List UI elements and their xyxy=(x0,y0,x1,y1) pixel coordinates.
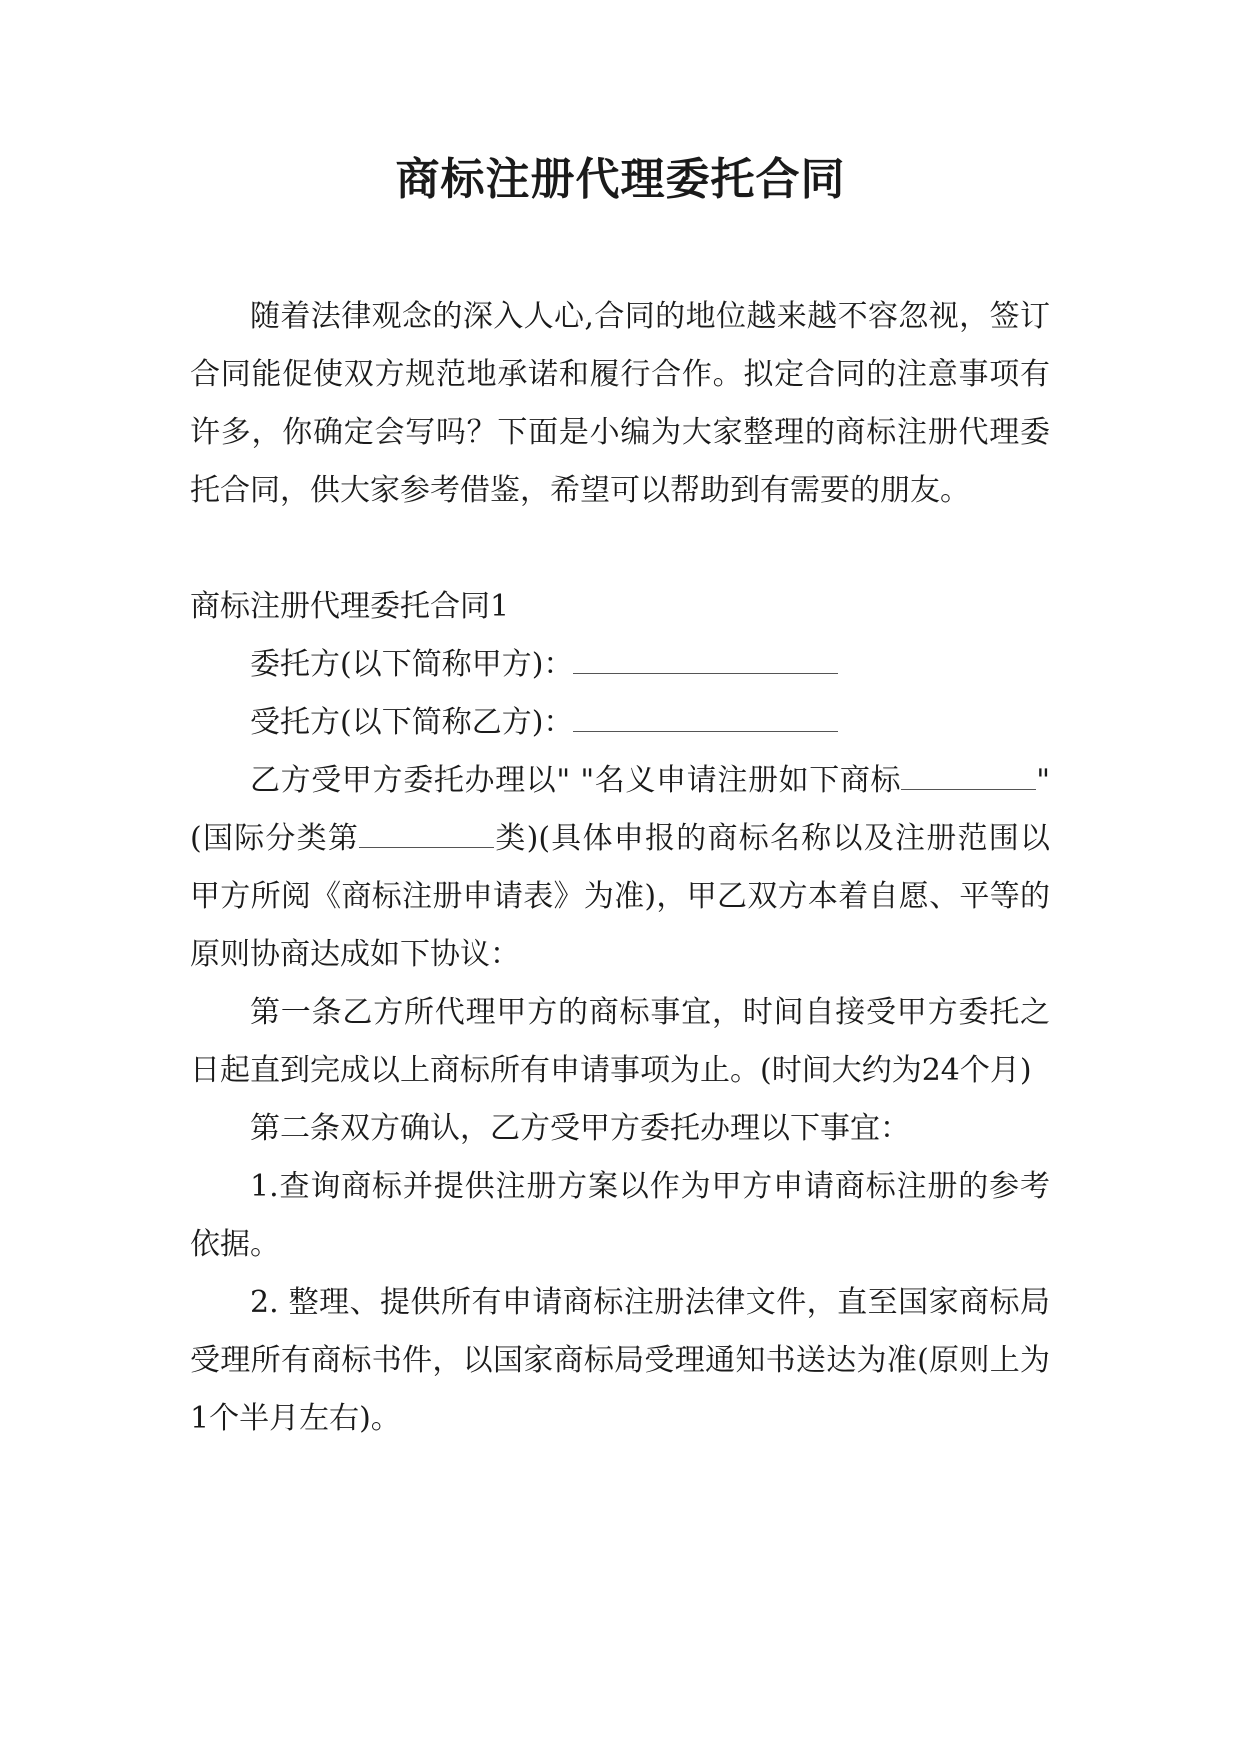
party-b-blank xyxy=(573,701,838,732)
party-a-label: 委托方(以下简称甲方)： xyxy=(250,647,574,682)
item-2-paragraph: 2. 整理、提供所有申请商标注册法律文件，直至国家商标局受理所有商标书件，以国家商标局受理通知书送达为准(原则上为1个半月左右)。 xyxy=(190,1285,1050,1436)
document-title: 商标注册代理委托合同 xyxy=(395,154,846,205)
article-2-paragraph: 第二条双方确认，乙方受甲方委托办理以下事宜： xyxy=(250,1111,910,1146)
trademark-blank xyxy=(901,759,1036,790)
clause-intro-paragraph xyxy=(190,752,1050,984)
article-1-paragraph: 第一条乙方所代理甲方的商标事宜，时间自接受甲方委托之日起直到完成以上商标所有申请事项为止。(时间大约为24个月) xyxy=(190,995,1050,1088)
party-a-blank xyxy=(573,643,838,674)
clause-intro-part-3: 类)(具体申报的商标名称以及注册范围以甲方所阅《商标注册申请表》为准)，甲乙双方本着自愿、平等的原则协商达成如下协议： xyxy=(190,821,1050,972)
clause-intro-part-1: 乙方受甲方委托办理以" "名义申请注册如下商标 xyxy=(250,763,902,798)
class-number-blank xyxy=(359,817,494,848)
party-b-line xyxy=(190,694,1050,752)
clause-intro-part-2: "(国际分类第 xyxy=(190,763,1050,856)
section-heading: 商标注册代理委托合同1 xyxy=(190,589,510,624)
party-a-line xyxy=(190,636,1050,694)
intro-paragraph: 随着法律观念的深入人心,合同的地位越来越不容忽视，签订合同能促使双方规范地承诺和履行合作。拟定合同的注意事项有许多，你确定会写吗？下面是小编为大家整理的商标注册代理委托合同，供大家参考借鉴，希望可以帮助到有需要的朋友。 xyxy=(190,299,1050,508)
document-body xyxy=(190,288,1050,1448)
party-b-label: 受托方(以下简称乙方)： xyxy=(250,705,574,740)
item-1-paragraph: 1.查询商标并提供注册方案以作为甲方申请商标注册的参考依据。 xyxy=(190,1169,1050,1262)
